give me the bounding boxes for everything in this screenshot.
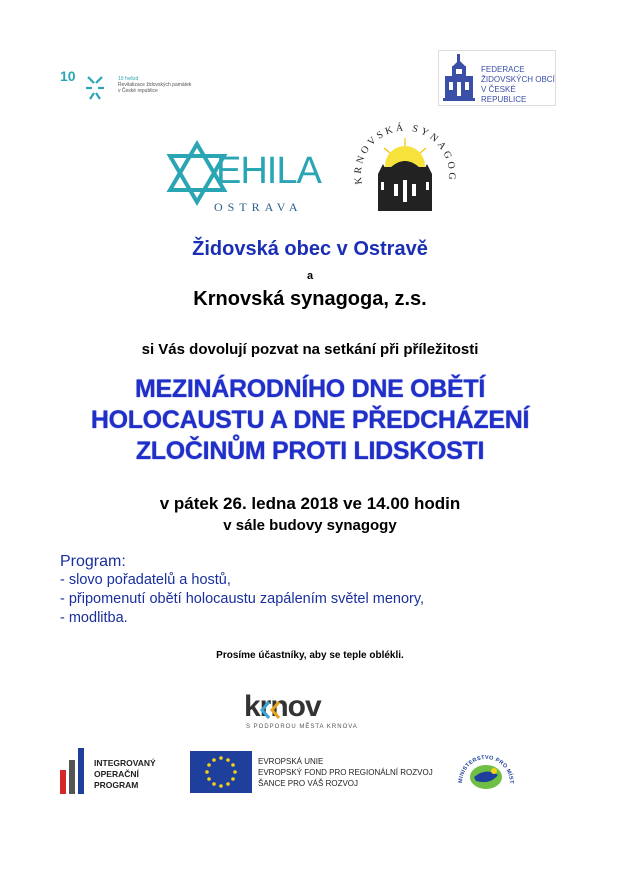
- star-icon: [80, 72, 110, 102]
- eu-text: [258, 756, 433, 789]
- synagoga-logo: [344, 112, 464, 216]
- ten-stars-number: 10: [60, 68, 76, 84]
- ten-stars-line2: v České republice: [118, 88, 158, 94]
- note-text: Prosíme účastníky, aby se teple oblékli.: [216, 650, 404, 661]
- event-title: [0, 374, 620, 467]
- event-line-1: MEZINÁRODNÍHO DNE OBĚTÍ: [134, 375, 486, 403]
- kehila-logo: [164, 140, 324, 216]
- ten-stars-title: 10 hvězd: [118, 76, 139, 82]
- federace-line1: FEDERACE: [481, 65, 525, 74]
- synagoga-arc-text: KRNOVSKÁ SYNAGOG: [352, 122, 458, 185]
- ten-stars-line1: Revitalizace židovských památek: [118, 82, 192, 88]
- event-place: v sále budovy synagogy: [223, 517, 397, 534]
- iop-bars-icon: [60, 748, 90, 794]
- synagoga-emblem-icon: [344, 112, 464, 216]
- krnov-name: krnov: [244, 690, 321, 723]
- mmr-arc-text: MINISTERSTVO PRO MÍST: [457, 754, 515, 784]
- iop-line1: INTEGROVANÝ: [94, 758, 156, 768]
- event-line-2: HOLOCAUSTU A DNE PŘEDCHÁZENÍ: [90, 406, 530, 434]
- kehila-name: EHILA: [216, 150, 321, 192]
- ten-stars-logo: [60, 68, 192, 108]
- kehila-city: OSTRAVA: [214, 200, 303, 214]
- krnov-chevrons-icon: [259, 700, 281, 720]
- mmr-logo: [454, 745, 518, 805]
- program-item: - slovo pořadatelů a hostů,: [60, 572, 231, 588]
- program-item: - modlitba.: [60, 610, 128, 626]
- iop-line3: PROGRAM: [94, 780, 139, 790]
- eu-flag-icon: [190, 751, 252, 793]
- event-line-3: ZLOČINŮM PROTI LIDSKOSTI: [135, 437, 485, 465]
- program-heading: Program:: [60, 553, 126, 570]
- conjunction: a: [306, 270, 314, 282]
- host1-title: Židovská obec v Ostravě: [192, 238, 428, 260]
- iop-line2: OPERAČNÍ: [94, 769, 139, 779]
- iop-logo: [60, 748, 180, 794]
- federace-line2: ŽIDOVSKÝCH OBCÍ: [481, 75, 555, 84]
- eu-line2: EVROPSKÝ FOND PRO REGIONÁLNÍ ROZVOJ: [258, 768, 433, 777]
- eu-line1: EVROPSKÁ UNIE: [258, 757, 324, 766]
- host2-title: Krnovská synagoga, z.s.: [193, 288, 427, 310]
- synagogue-emblem-icon: [443, 54, 475, 102]
- mmr-emblem-icon: [454, 745, 518, 805]
- krnov-logo: [244, 690, 384, 736]
- krnov-tagline: S PODPOROU MĚSTA KRNOVA: [246, 724, 358, 730]
- federace-line3: V ČESKÉ REPUBLICE: [481, 85, 527, 104]
- invite-line: si Vás dovolují pozvat na setkání při příležitosti: [141, 341, 479, 358]
- program-section: [60, 552, 580, 628]
- eu-line3: ŠANCE PRO VÁŠ ROZVOJ: [258, 779, 359, 788]
- event-datetime: v pátek 26. ledna 2018 ve 14.00 hodin: [159, 494, 461, 513]
- program-item: - připomenutí obětí holocaustu zapálením světel menory,: [60, 591, 425, 607]
- federace-logo: [438, 50, 556, 106]
